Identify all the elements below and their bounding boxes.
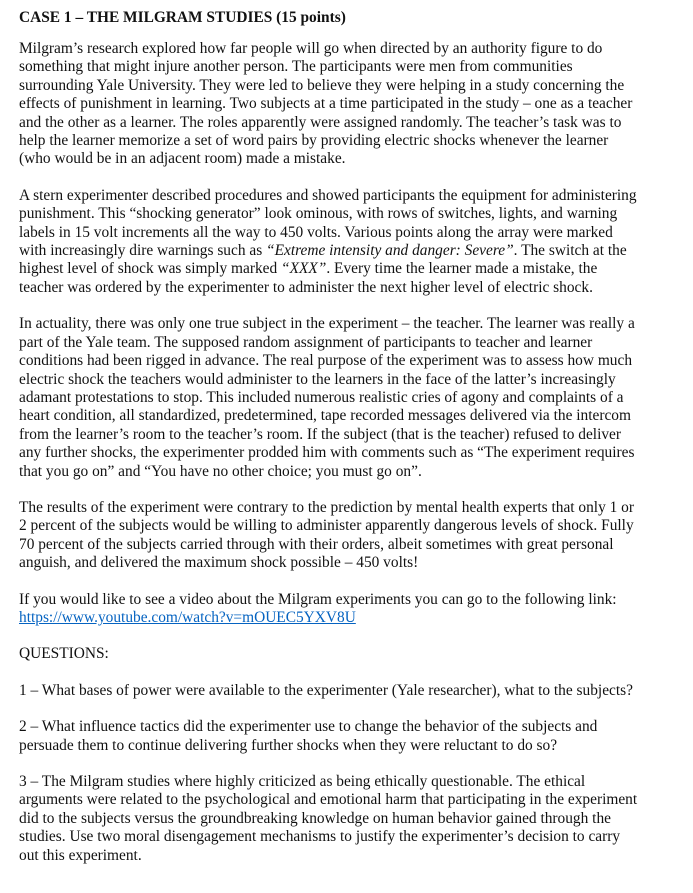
paragraph bbox=[19, 499, 693, 573]
paragraph bbox=[19, 40, 693, 169]
text-line bbox=[19, 242, 693, 260]
text-line: part of the Yale team. The supposed random assignment of participants to teacher and learner bbox=[19, 333, 593, 351]
text-segment: highest level of shock was simply marked bbox=[19, 260, 282, 278]
text-line: and the other as a learner. The roles apparently were assigned randomly. The teacher’s task was to bbox=[19, 113, 622, 131]
text-line: 1 – What bases of power were available to the experimenter (Yale researcher), what to the subjects? bbox=[19, 681, 633, 699]
text-line: teacher was ordered by the experimenter to administer the next higher level of electric shock. bbox=[19, 278, 593, 296]
text-line: studies. Use two moral disengagement mechanisms to justify the experimenter’s decision to carry bbox=[19, 828, 621, 846]
text-line: anguish, and delivered the maximum shock possible – 450 volts! bbox=[19, 554, 419, 572]
question-item bbox=[19, 682, 693, 700]
text-line: In actuality, there was only one true subject in the experiment – the teacher. The learner was really a bbox=[19, 315, 635, 333]
text-line: from the learner’s room to the teacher’s room. If the subject (that is the teacher) refused to deliver bbox=[19, 425, 621, 443]
italic-quote: “Extreme intensity and danger: Severe” bbox=[266, 242, 514, 260]
text-line: 70 percent of the subjects carried through with their orders, albeit sometimes with great personal bbox=[19, 535, 614, 553]
text-line: effects of punishment in learning. Two subjects at a time participated in the study – one as a teacher bbox=[19, 95, 633, 113]
text-line: that you go on” and “You have no other choice; you must go on”. bbox=[19, 462, 422, 480]
text-line: electric shock the teachers would administer to the learners in the face of the latter’s increasingly bbox=[19, 370, 616, 388]
case-body bbox=[19, 40, 693, 573]
text-line: punishment. This “shocking generator” look ominous, with rows of switches, lights, and warning bbox=[19, 205, 618, 223]
text-line: something that might injure another person. The participants were men from communities bbox=[19, 58, 573, 76]
video-link[interactable]: https://www.youtube.com/watch?v=mOUEC5YXV8U bbox=[19, 608, 356, 626]
text-line: conditions had been rigged in advance. The real purpose of the experiment was to assess how much bbox=[19, 352, 633, 370]
paragraph bbox=[19, 315, 693, 481]
text-line bbox=[19, 260, 693, 278]
text-line: persuade them to continue delivering further shocks when they were reluctant to do so? bbox=[19, 736, 558, 754]
question-item bbox=[19, 718, 693, 755]
text-line: arguments were related to the psychological and emotional harm that participating in the experiment bbox=[19, 791, 638, 809]
questions-list bbox=[19, 682, 693, 865]
text-line: any further shocks, the experimenter prodded him with comments such as “The experiment requires bbox=[19, 444, 635, 462]
text-line: 3 – The Milgram studies where highly criticized as being ethically questionable. The ethical bbox=[19, 773, 586, 790]
text-line: did to the subjects versus the groundbreaking knowledge on human behavior gained through the bbox=[19, 809, 611, 827]
text-line: help the learner memorize a set of word pairs by providing electric shocks whenever the learner bbox=[19, 132, 609, 150]
text-line: 2 percent of the subjects would be willing to administer apparently dangerous levels of shock. Fully bbox=[19, 517, 634, 535]
question-item bbox=[19, 773, 693, 865]
text-line: 2 – What influence tactics did the experimenter use to change the behavior of the subjects and bbox=[19, 718, 598, 736]
text-line: out this experiment. bbox=[19, 846, 142, 864]
video-paragraph bbox=[19, 591, 693, 628]
text-line: (who would be in an adjacent room) made a mistake. bbox=[19, 150, 346, 168]
text-segment: . Every time the learner made a mistake, the bbox=[326, 260, 598, 278]
text-line: labels in 15 volt increments all the way to 450 volts. Various points along the array were marked bbox=[19, 223, 613, 241]
text-segment: with increasingly dire warnings such as bbox=[19, 242, 267, 260]
text-line: adamant protestations to stop. This included numerous realistic cries of agony and complaints of a bbox=[19, 388, 624, 406]
italic-quote: “XXX” bbox=[281, 260, 327, 278]
text-segment: . The switch at the bbox=[513, 242, 627, 260]
text-line: The results of the experiment were contrary to the prediction by mental health experts that only 1 or bbox=[19, 498, 634, 516]
case-title: CASE 1 – THE MILGRAM STUDIES (15 points) bbox=[19, 9, 346, 26]
questions-heading-text: QUESTIONS: bbox=[19, 645, 109, 663]
video-intro: If you would like to see a video about the Milgram experiments you can go to the following link: bbox=[19, 590, 617, 608]
questions-heading bbox=[19, 645, 693, 663]
text-line: Milgram’s research explored how far people will go when directed by an authority figure to do bbox=[19, 40, 603, 57]
text-line: surrounding Yale University. They were led to believe they were helping in a study concerning the bbox=[19, 76, 625, 94]
text-line: A stern experimenter described procedures and showed participants the equipment for administering bbox=[19, 186, 637, 204]
paragraph bbox=[19, 187, 693, 297]
text-line: heart condition, all standardized, predetermined, tape recorded messages delivered via the intercom bbox=[19, 407, 631, 425]
